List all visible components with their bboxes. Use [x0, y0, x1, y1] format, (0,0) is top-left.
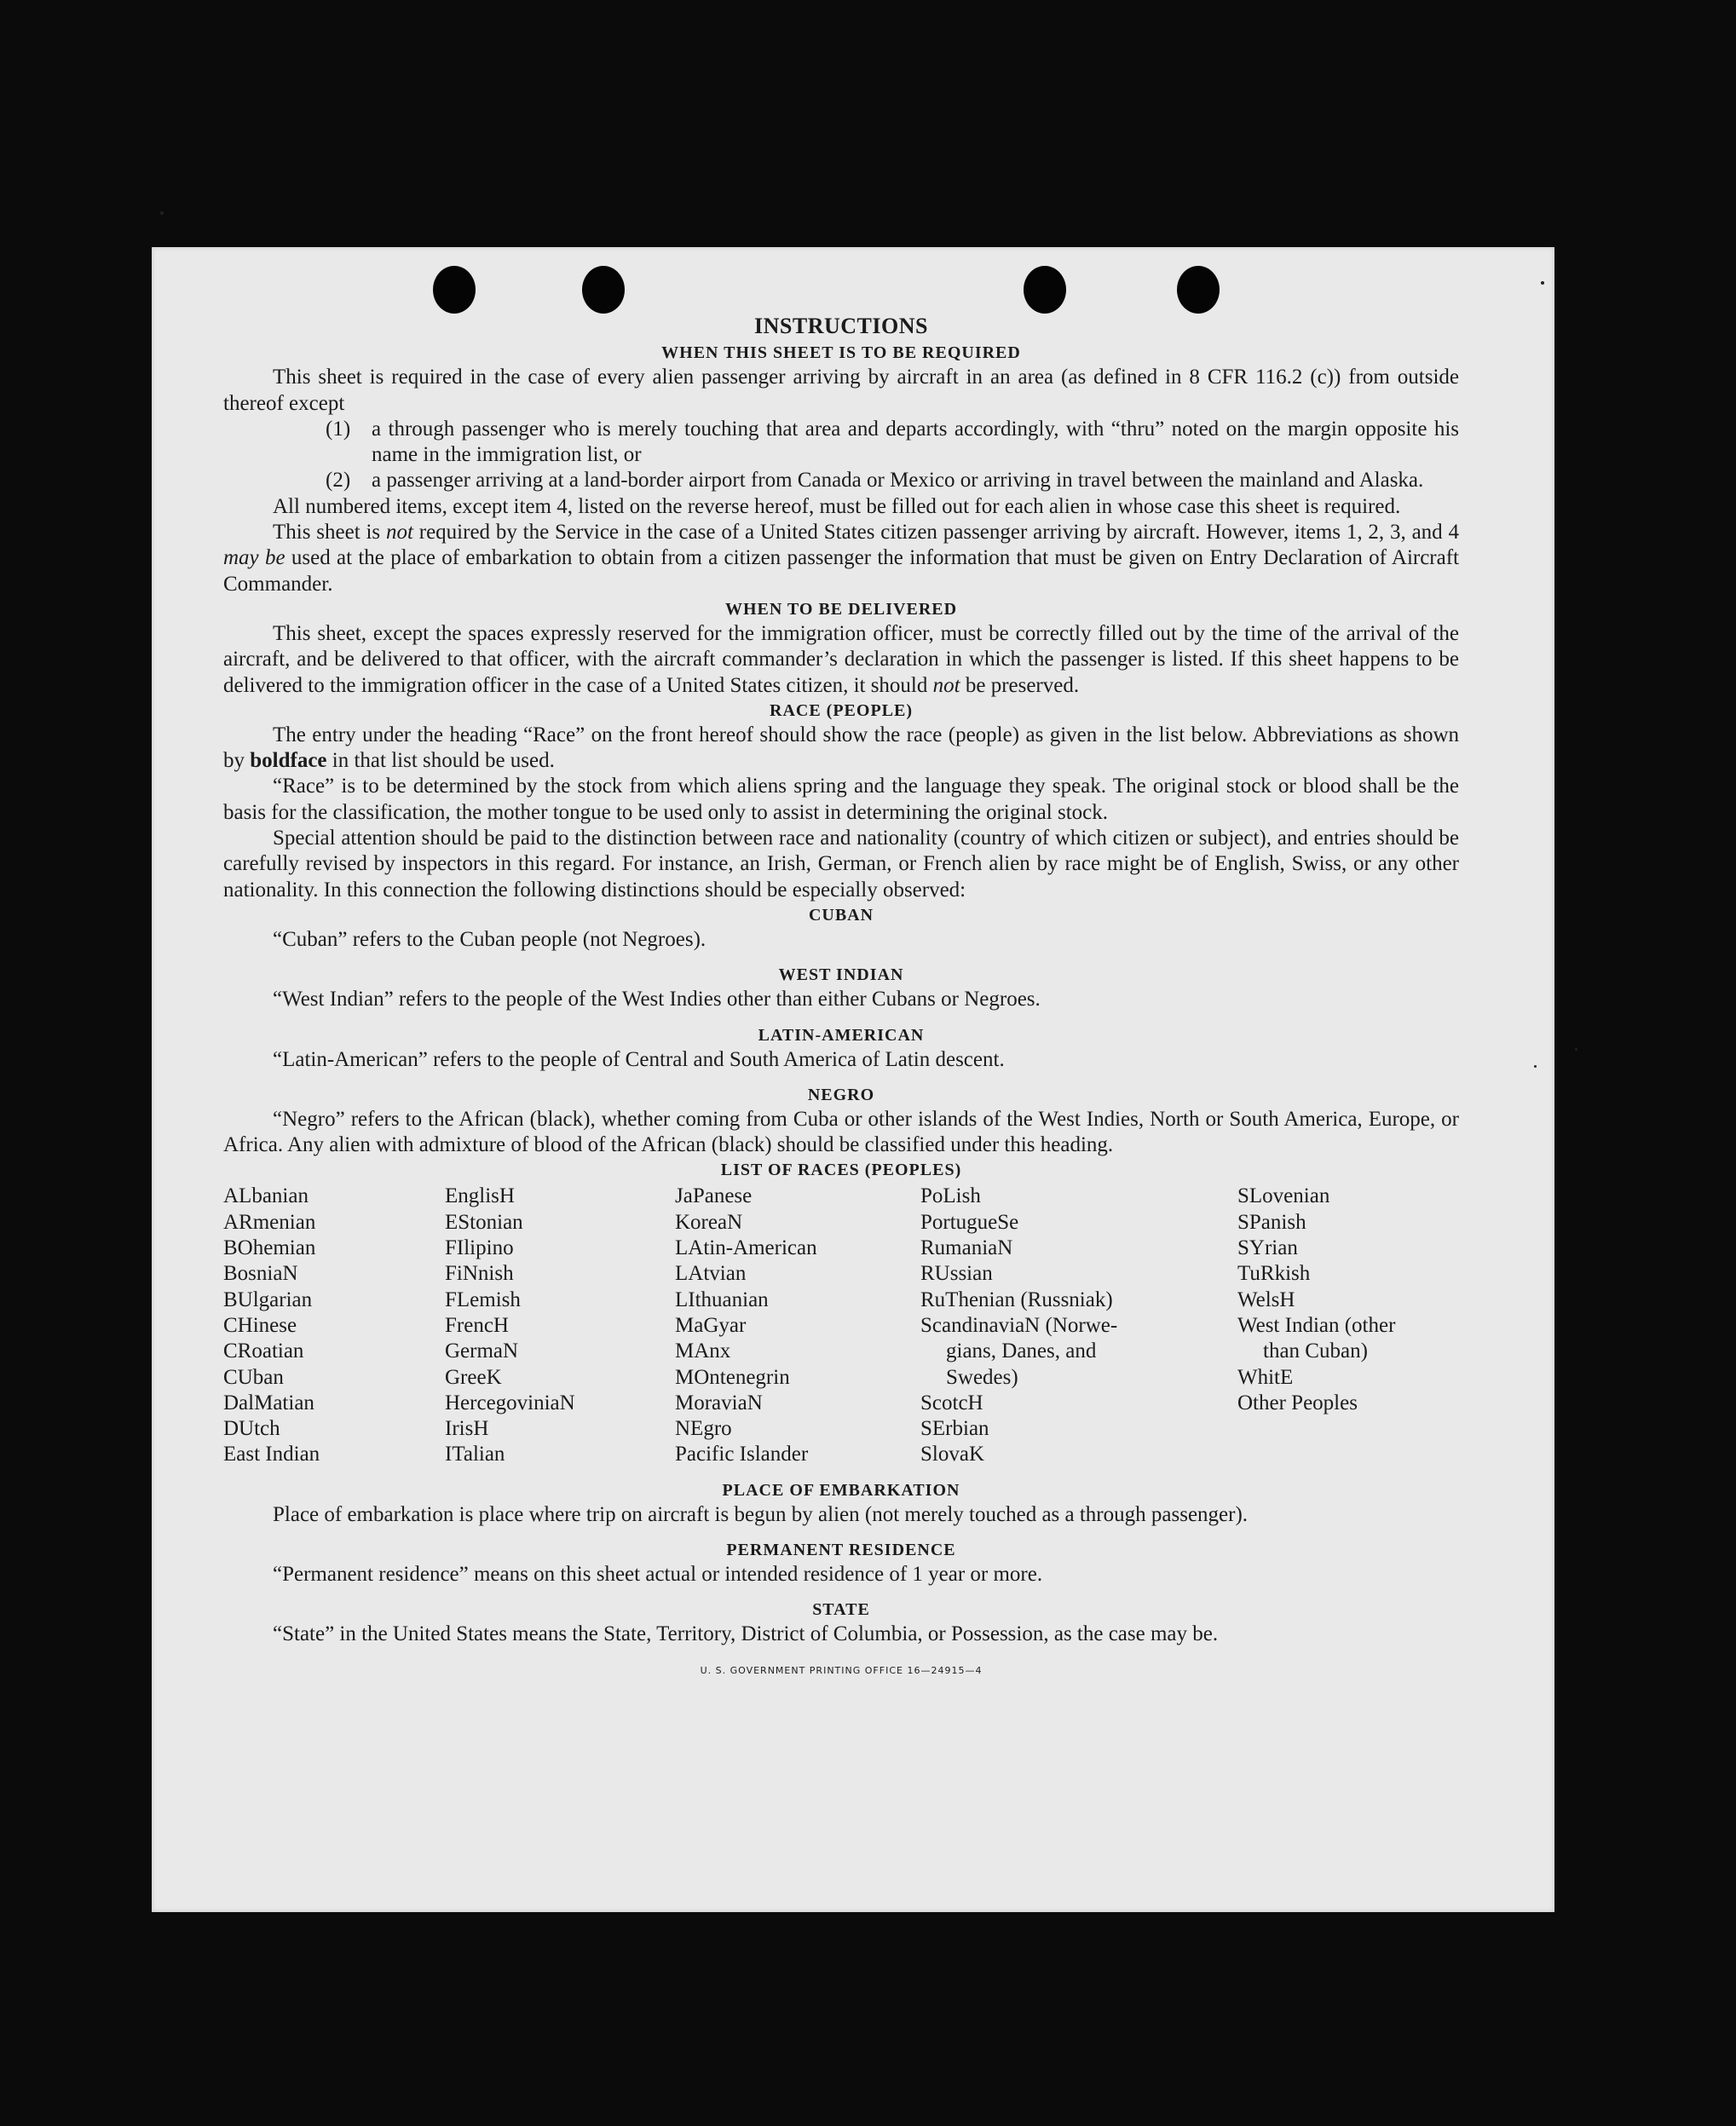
- section-heading: WEST INDIAN: [778, 965, 904, 985]
- races-list: [223, 1184, 1459, 1467]
- list-item: TuRkish: [1237, 1262, 1311, 1286]
- list-item: CUban: [223, 1365, 284, 1389]
- list-item: CHinese: [223, 1313, 297, 1337]
- paragraph: “Negro” refers to the African (black), whether coming from Cuba or other islands of the West Indies, North or South America, Europe, or Africa. Any alien with admixture of blood of the African (black) should be classified under this heading.: [223, 1107, 1459, 1157]
- list-item: WhitE: [1237, 1365, 1294, 1389]
- list-item: MaGyar: [675, 1313, 747, 1337]
- punch-hole: [1024, 266, 1066, 314]
- list-item: FLemish: [445, 1288, 521, 1311]
- section-heading: LIST OF RACES (PEOPLES): [720, 1161, 962, 1180]
- list-item: SLovenian: [1237, 1184, 1330, 1208]
- list-item: RUssian: [920, 1262, 993, 1286]
- section-heading: RACE (PEOPLE): [770, 700, 913, 720]
- paragraph: “Latin-American” refers to the people of Central and South America of Latin descent.: [273, 1047, 1005, 1071]
- punch-hole: [433, 266, 476, 314]
- races-column: [223, 1184, 445, 1467]
- list-item: MOntenegrin: [675, 1365, 790, 1389]
- paragraph: Special attention should be paid to the distinction between race and nationality (country of which citizen or subject), and entries should be carefully revised by inspectors in this regard. For instance, an Irish, German, or French alien by race might be of English, Swiss, or any other nationality. In this connection the following distinctions should be especially observed:: [223, 827, 1459, 902]
- paragraph: This sheet is required in the case of every alien passenger arriving by aircraft in an area (as defined in 8 CFR 116.2 (c)) from outside thereof except: [223, 366, 1459, 415]
- text-run: be preserved.: [960, 673, 1080, 697]
- section-heading: LATIN-AMERICAN: [758, 1025, 925, 1045]
- races-column: [445, 1184, 675, 1467]
- list-item: SlovaK: [920, 1443, 984, 1466]
- list-item: ScotcH: [920, 1391, 983, 1414]
- list-item: West Indian (other: [1237, 1313, 1396, 1337]
- text-run: required by the Service in the case of a United States citizen passenger arriving by aircraft. However, items 1, 2, 3, and 4: [412, 521, 1459, 544]
- paragraph: “Cuban” refers to the Cuban people (not Negroes).: [273, 927, 707, 951]
- list-item: DUtch: [223, 1417, 280, 1441]
- list-item: Pacific Islander: [675, 1443, 809, 1466]
- list-item: FiNnish: [445, 1262, 514, 1286]
- punch-hole: [1177, 266, 1220, 314]
- printer-imprint: U. S. GOVERNMENT PRINTING OFFICE 16—24915—4: [700, 1664, 983, 1676]
- scan-speck: [160, 211, 164, 215]
- paragraph: “State” in the United States means the State, Territory, District of Columbia, or Possession, as the case may be.: [273, 1622, 1219, 1646]
- list-item: PoLish: [920, 1184, 981, 1208]
- list-item: SErbian: [920, 1417, 989, 1441]
- scan-speck: [1534, 1065, 1537, 1068]
- paragraph: Place of embarkation is place where trip on aircraft is begun by alien (not merely touched as a through passenger).: [273, 1502, 1249, 1526]
- emphasis: not: [385, 521, 413, 544]
- list-item: gians, Danes, and: [946, 1340, 1097, 1363]
- page-title: INSTRUCTIONS: [754, 314, 928, 338]
- list-item: SPanish: [1237, 1210, 1306, 1234]
- list-item: [326, 468, 1459, 493]
- list-item: KoreaN: [675, 1210, 743, 1234]
- list-item: HercegoviniaN: [445, 1391, 575, 1414]
- list-item: MoraviaN: [675, 1391, 763, 1414]
- list-item: FrencH: [445, 1313, 509, 1337]
- list-item: ARmenian: [223, 1210, 316, 1234]
- races-column: [1237, 1184, 1459, 1467]
- paragraph: [223, 723, 1459, 775]
- section-heading: NEGRO: [807, 1085, 875, 1104]
- list-item: WelsH: [1237, 1288, 1295, 1311]
- scan-speck: [1541, 281, 1544, 285]
- list-item: FIlipino: [445, 1236, 514, 1260]
- text-run: used at the place of embarkation to obtain from a citizen passenger the information that must be given on Entry Declaration of Aircraft Commander.: [223, 546, 1460, 596]
- list-item: ALbanian: [223, 1184, 309, 1208]
- list-item: than Cuban): [1263, 1340, 1368, 1363]
- paragraph: [223, 520, 1459, 597]
- races-column: [675, 1184, 920, 1467]
- section-heading: STATE: [812, 1600, 870, 1620]
- list-item: IrisH: [445, 1417, 489, 1441]
- list-item: PortugueSe: [920, 1210, 1019, 1234]
- section-heading: WHEN TO BE DELIVERED: [724, 599, 958, 619]
- bold-text: boldface: [250, 749, 327, 773]
- list-item: JaPanese: [675, 1184, 753, 1208]
- paragraph: “West Indian” refers to the people of the West Indies other than either Cubans or Negroes.: [273, 988, 1041, 1011]
- item-text: a passenger arriving at a land-border airport from Canada or Mexico or arriving in travel between the mainland and Alaska.: [372, 469, 1424, 493]
- list-item: BosniaN: [223, 1262, 298, 1286]
- list-item: MAnx: [675, 1340, 731, 1363]
- list-item: CRoatian: [223, 1340, 304, 1363]
- list-item: BUlgarian: [223, 1288, 313, 1311]
- text-run: This sheet, except the spaces expressly reserved for the immigration officer, must be correctly filled out by the time of the arrival of the aircraft, and be delivered to that officer, with the aircraft commander’s declaration in which the passenger is listed. If this sheet happens to be delivered to the immigration officer in the case of a United States citizen, it should: [223, 621, 1459, 697]
- scan-speck: [1575, 1048, 1577, 1051]
- list-item: GermaN: [445, 1340, 519, 1363]
- list-item: DalMatian: [223, 1391, 314, 1414]
- item-number: (1): [326, 417, 351, 441]
- list-item: [326, 417, 1459, 469]
- section-heading: PLACE OF EMBARKATION: [722, 1480, 960, 1500]
- list-item: RuThenian (Russniak): [920, 1288, 1113, 1311]
- list-item: NEgro: [675, 1417, 732, 1441]
- paragraph: “Race” is to be determined by the stock from which aliens spring and the language they speak. The original stock or blood shall be the basis for the classification, the mother tongue to be used only to assist in determining the original stock.: [223, 775, 1459, 824]
- list-item: LIthuanian: [675, 1288, 769, 1311]
- list-item: ScandinaviaN (Norwe-: [920, 1313, 1118, 1337]
- item-number: (2): [326, 469, 351, 493]
- paragraph: All numbered items, except item 4, listed on the reverse hereof, must be filled out for each alien in whose case this sheet is required.: [273, 494, 1401, 518]
- list-item: EStonian: [445, 1210, 523, 1234]
- list-item: GreeK: [445, 1365, 502, 1389]
- races-column: [920, 1184, 1237, 1467]
- section-heading: PERMANENT RESIDENCE: [726, 1540, 956, 1559]
- list-item: BOhemian: [223, 1236, 316, 1260]
- text-run: in that list should be used.: [326, 749, 555, 773]
- section-heading: CUBAN: [808, 905, 874, 925]
- punch-hole: [582, 266, 625, 314]
- section-heading: WHEN THIS SHEET IS TO BE REQUIRED: [661, 343, 1021, 363]
- paragraph: “Permanent residence” means on this sheet actual or intended residence of 1 year or more.: [273, 1562, 1043, 1586]
- emphasis: not: [932, 673, 960, 697]
- instructions-text: [223, 314, 1459, 1684]
- paragraph: [223, 621, 1459, 699]
- text-run: The entry under the heading “Race” on the front hereof should show the race (people) as given in the list below. Abbreviations as shown by: [223, 723, 1459, 773]
- list-item: LAtin-American: [675, 1236, 817, 1260]
- item-text: a through passenger who is merely touching that area and departs accordingly, with “thru” noted on the margin opposite his name in the immigration list, or: [372, 417, 1459, 467]
- list-item: ITalian: [445, 1443, 505, 1466]
- list-item: Other Peoples: [1237, 1391, 1358, 1414]
- text-run: This sheet is: [273, 521, 386, 544]
- list-item: East Indian: [223, 1443, 320, 1466]
- document-sheet: [152, 247, 1554, 1912]
- list-item: EnglisH: [445, 1184, 515, 1208]
- list-item: LAtvian: [675, 1262, 747, 1286]
- list-item: RumaniaN: [920, 1236, 1013, 1260]
- list-item: Swedes): [946, 1365, 1018, 1389]
- list-item: SYrian: [1237, 1236, 1298, 1260]
- emphasis: may be: [223, 546, 285, 570]
